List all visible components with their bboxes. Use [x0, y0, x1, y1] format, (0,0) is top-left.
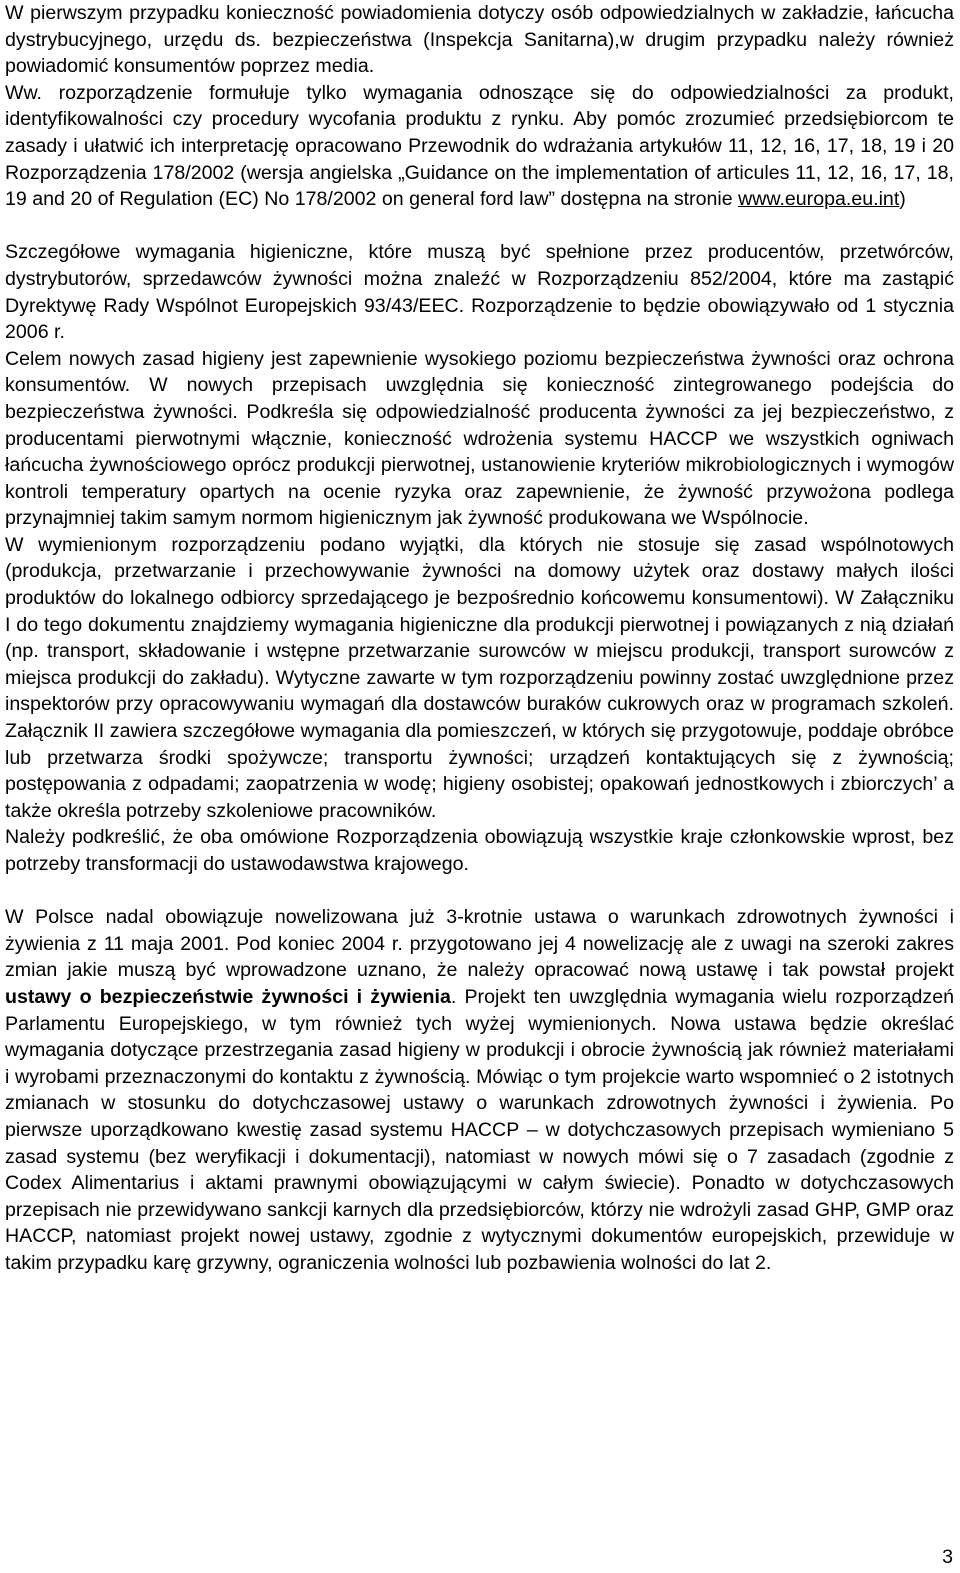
draft-law-title: ustawy o bezpieczeństwie żywności i żywienia [5, 985, 451, 1008]
paragraph-polish-law-continued: . Projekt ten uwzględnia wymagania wielu rozporządzeń Parlamentu Europejskiego, w tym również tych wyżej wymienionych. Nowa ustawa będzie określać wymagania dotyczące przestrzegania zasad higieny w produkcji i obrocie żywnością jak również materiałami i wyrobami przeznaczonymi do kontaktu z żywnością. Mówiąc o tym projekcie warto wspomnieć o 2 istotnych zmianach w stosunku do dotychczasowej ustawy o warunkach zdrowotnych żywności i żywienia. Po pierwsze uporządkowano kwestię zasad systemu HACCP – w dotychczasowych przepisach wymieniano 5 zasad systemu (bez weryfikacji i dokumentacji), natomiast w nowych mówi się o 7 zasadach (zgodnie z Codex Alimentarius i aktami prawnymi obowiązującymi w całym świecie). Ponadto w dotychczasowych przepisach nie przewidywano sankcji karnych dla przedsiębiorców, którzy nie wdrożyli zasad GHP, GMP oraz HACCP, natomiast projekt nowej ustawy, zgodnie z wytycznymi dokumentów europejskich, przewiduje w takim przypadku karę grzywny, ograniczenia wolności lub pozbawienia wolności do lat 2. [5, 985, 955, 1274]
paragraph-gap [5, 213, 954, 240]
paragraph-regulation-guidance-text: Ww. rozporządzenie formułuje tylko wymagania odnoszące się do odpowiedzialności za produkt, identyfikowalności czy procedury wycofania produktu z rynku. Aby pomóc zrozumieć przedsiębiorcom te zasady i ułatwić ich interpretację opracowano Przewodnik do wdrażania artykułów 11, 12, 16, 17, 18, 19 i 20 Rozporządzenia 178/2002 (wersja angielska „Guidance on the implementation of articules 11, 12, 16, 17, 18, 19 and 20 of Regulation (EC) No 178/2002 on general ford law” dostępna na stronie [5, 81, 954, 211]
paragraph-notification: W pierwszym przypadku konieczność powiadomienia dotyczy osób odpowiedzialnych w zakładzie, łańcucha dystrybucyjnego, urzędu ds. bezpieczeństwa (Inspekcja Sanitarna),w drugim przypadku należy również powiadomić konsumentów poprzez media. [5, 2, 954, 78]
paragraph-polish-law-text: W Polsce nadal obowiązuje nowelizowana już 3-krotnie ustawa o warunkach zdrowotnych żywności i żywienia z 11 maja 2001. Pod koniec 2004 r. przygotowano jej 4 nowelizację ale z uwagi na szeroki zakres zmian jakie muszą być wprowadzone uznano, że należy opracować nową ustawę i tak powstał projekt [5, 906, 954, 982]
page-number: 3 [942, 1546, 953, 1568]
europa-link[interactable]: www.europa.eu.int [738, 188, 900, 211]
paragraph-hygiene-requirements: Szczegółowe wymagania higieniczne, które muszą być spełnione przez producentów, przetwórców, dystrybutorów, sprzedawców żywności można znaleźć w Rozporządzeniu 852/2004, które ma zastąpić Dyrektywę Rady Wspólnot Europejskich 93/43/EEC. Rozporządzenie to będzie obowiązywało od 1 stycznia 2006 r. [5, 241, 954, 344]
paragraph-regulation-guidance-end: ) [899, 188, 906, 211]
paragraph-member-states: Należy podkreślić, że oba omówione Rozporządzenia obowiązują wszystkie kraje członkowskie wprost, bez potrzeby transformacji do ustawodawstwa krajowego. [5, 826, 954, 875]
paragraph-regulation-guidance [5, 80, 954, 213]
document-page [5, 0, 954, 1277]
paragraph-gap [5, 878, 954, 905]
paragraph-polish-law [5, 904, 954, 1276]
paragraph-exceptions-annexes: W wymienionym rozporządzeniu podano wyjątki, dla których nie stosuje się zasad wspólnotowych (produkcja, przetwarzanie i przechowywanie żywności na domowy użytek oraz dostawy małych ilości produktów do lokalnego odbiorcy sprzedającego je bezpośrednio końcowemu konsumentowi). W Załączniku I do tego dokumentu znajdziemy wymagania higieniczne dla produkcji pierwotnej i powiązanych z nią działań (np. transport, składowanie i wstępne przetwarzanie surowców w miejscu produkcji, transport surowców z miejsca produkcji do zakładu). Wytyczne zawarte w tym rozporządzeniu powinny zostać uwzględnione przez inspektorów przy opracowywaniu wymagań dla dostawców buraków cukrowych oraz w programach szkoleń. Załącznik II zawiera szczegółowe wymagania dla pomieszczeń, w których się przygotowuje, poddaje obróbce lub przetwarza środki spożywcze; transportu żywności; urządzeń kontaktujących się z żywnością; postępowania z odpadami; zaopatrzenia w wodę; higieny osobistej; opakowań jednostkowych i zbiorczych’ a także określa potrzeby szkoleniowe pracowników. [5, 533, 954, 822]
paragraph-hygiene-goals: Celem nowych zasad higieny jest zapewnienie wysokiego poziomu bezpieczeństwa żywności oraz ochrona konsumentów. W nowych przepisach uwzględnia się konieczność zintegrowanego podejścia do bezpieczeństwa żywności. Podkreśla się odpowiedzialność producenta żywności za jej bezpieczeństwo, z producentami pierwotnymi włącznie, konieczność wdrożenia systemu HACCP we wszystkich ogniwach łańcucha żywnościowego oprócz produkcji pierwotnej, ustanowienie kryteriów mikrobiologicznych i wymogów kontroli temperatury opartych na ocenie ryzyka oraz zapewnienie, że żywność przywożona podlega przynajmniej takim samym normom higienicznym jak żywność produkowana we Wspólnocie. [5, 347, 954, 530]
